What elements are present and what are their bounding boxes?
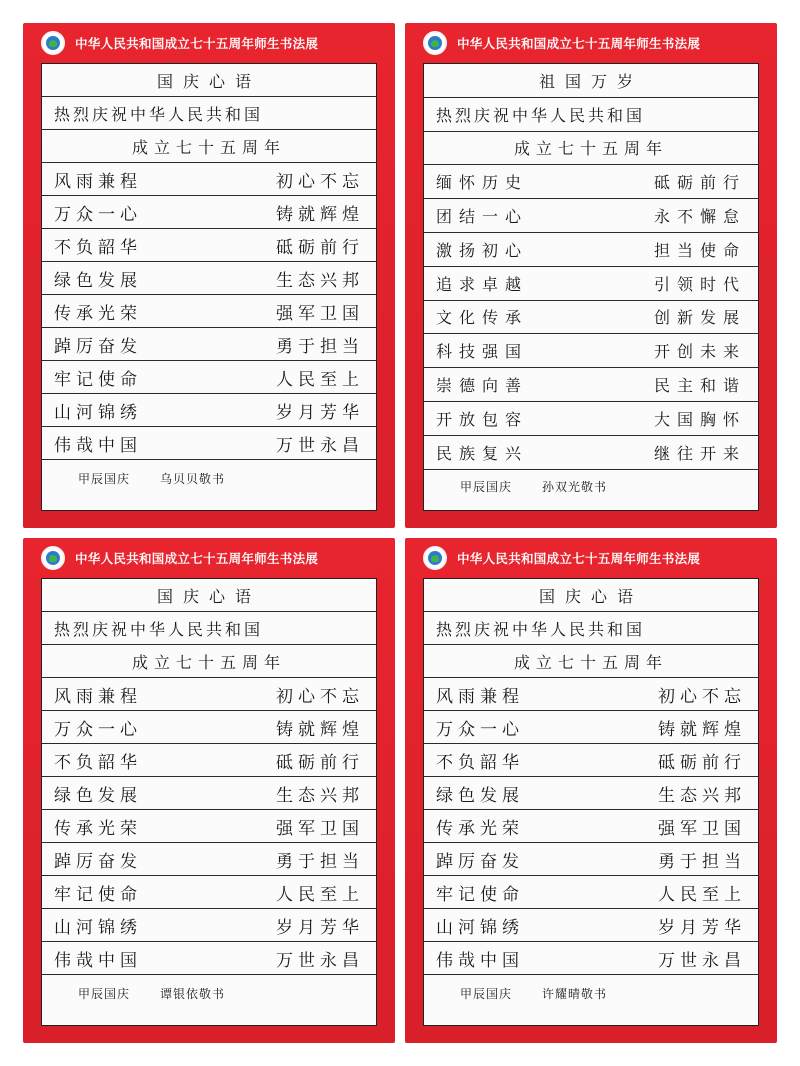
couplet-right: 人民至上 — [658, 884, 746, 905]
couplet-right: 砥砺前行 — [653, 173, 746, 193]
couplet-row — [42, 394, 376, 427]
couplet-row — [42, 744, 376, 777]
couplet-left: 不负韶华 — [436, 752, 524, 773]
couplet-left: 不负韶华 — [54, 752, 142, 773]
couplet-right: 生态兴邦 — [276, 270, 364, 291]
celebration-line: 热烈庆祝中华人民共和国 — [424, 612, 758, 645]
anniversary-line: 成立七十五周年 — [42, 645, 376, 678]
couplet-left: 不负韶华 — [54, 237, 142, 258]
couplet-right: 铸就辉煌 — [276, 204, 364, 225]
couplet-left: 传承光荣 — [54, 303, 142, 324]
couplet-row — [42, 295, 376, 328]
couplet-right: 初心不忘 — [276, 171, 364, 192]
couplet-row — [424, 301, 758, 335]
couplet-right: 大国胸怀 — [653, 409, 746, 429]
couplet-row — [42, 711, 376, 744]
couplet-row — [42, 777, 376, 810]
calligraphy-sheet — [423, 578, 759, 1026]
couplet-right: 创新发展 — [653, 308, 746, 328]
couplet-right: 强军卫国 — [658, 818, 746, 839]
signature-row — [42, 975, 376, 1011]
couplet-right: 生态兴邦 — [276, 785, 364, 806]
couplet-row — [424, 233, 758, 267]
work-title: 国庆心语 — [424, 579, 758, 612]
couplet-left: 文化传承 — [436, 308, 529, 328]
couplet-right: 砥砺前行 — [276, 752, 364, 773]
calligraphy-panel-2 — [405, 23, 777, 528]
couplet-right: 强军卫国 — [276, 303, 364, 324]
signature-date: 甲辰国庆 — [78, 986, 131, 1001]
calligraphy-panel-1 — [23, 23, 395, 528]
signature-name: 许耀晴敬书 — [542, 986, 608, 1001]
couplet-row — [42, 678, 376, 711]
calligraphy-sheet — [41, 578, 377, 1026]
anniversary-line: 成立七十五周年 — [424, 132, 758, 166]
couplet-row — [42, 361, 376, 394]
celebration-line: 热烈庆祝中华人民共和国 — [424, 98, 758, 132]
anniversary-line: 成立七十五周年 — [42, 130, 376, 163]
couplet-row — [424, 711, 758, 744]
couplet-row — [42, 810, 376, 843]
celebration-line: 热烈庆祝中华人民共和国 — [42, 612, 376, 645]
couplet-right: 勇于担当 — [276, 851, 364, 872]
couplet-row — [42, 942, 376, 975]
couplet-left: 风雨兼程 — [436, 686, 524, 707]
couplet-left: 牢记使命 — [54, 369, 142, 390]
signature-row — [424, 470, 758, 504]
couplet-left: 开放包容 — [436, 409, 529, 429]
signature-date: 甲辰国庆 — [460, 479, 513, 494]
couplet-left: 万众一心 — [54, 204, 142, 225]
couplet-left: 伟哉中国 — [54, 950, 142, 971]
couplet-left: 团结一心 — [436, 207, 529, 227]
couplet-row — [424, 436, 758, 470]
couplet-right: 永不懈怠 — [653, 207, 746, 227]
couplet-row — [424, 334, 758, 368]
couplet-right: 砥砺前行 — [658, 752, 746, 773]
couplet-left: 追求卓越 — [436, 274, 529, 294]
couplet-right: 岁月芳华 — [276, 917, 364, 938]
signature-name: 乌贝贝敬书 — [160, 471, 226, 486]
couplet-left: 风雨兼程 — [54, 171, 142, 192]
couplet-right: 引领时代 — [653, 274, 746, 294]
couplet-row — [424, 810, 758, 843]
couplet-left: 民族复兴 — [436, 443, 529, 463]
school-emblem-icon — [423, 31, 447, 55]
couplet-left: 踔厉奋发 — [54, 336, 142, 357]
couplet-left: 科技强国 — [436, 342, 529, 362]
panel-header — [23, 23, 395, 61]
couplet-left: 山河锦绣 — [436, 917, 524, 938]
couplet-right: 民主和谐 — [653, 376, 746, 396]
couplet-right: 开创未来 — [653, 342, 746, 362]
school-emblem-icon — [41, 31, 65, 55]
couplet-right: 万世永昌 — [276, 950, 364, 971]
couplet-left: 踔厉奋发 — [54, 851, 142, 872]
signature-row — [42, 460, 376, 496]
couplet-right: 初心不忘 — [276, 686, 364, 707]
couplet-row — [42, 427, 376, 460]
signature-row — [424, 975, 758, 1011]
couplet-right: 铸就辉煌 — [276, 719, 364, 740]
calligraphy-panel-4 — [405, 538, 777, 1043]
couplet-left: 风雨兼程 — [54, 686, 142, 707]
couplet-right: 强军卫国 — [276, 818, 364, 839]
couplet-right: 岁月芳华 — [658, 917, 746, 938]
couplet-left: 传承光荣 — [54, 818, 142, 839]
couplet-left: 山河锦绣 — [54, 917, 142, 938]
exhibition-title: 中华人民共和国成立七十五周年师生书法展 — [457, 36, 701, 51]
calligraphy-panel-3 — [23, 538, 395, 1043]
couplet-right: 初心不忘 — [658, 686, 746, 707]
couplet-row — [424, 843, 758, 876]
signature-name: 谭银依敬书 — [160, 986, 226, 1001]
couplet-row — [42, 876, 376, 909]
couplet-row — [424, 402, 758, 436]
signature-date: 甲辰国庆 — [78, 471, 131, 486]
couplet-row — [42, 328, 376, 361]
couplet-left: 激扬初心 — [436, 240, 529, 260]
couplet-row — [424, 678, 758, 711]
signature-name: 孙双光敬书 — [542, 479, 608, 494]
couplet-right: 万世永昌 — [276, 435, 364, 456]
couplet-row — [42, 843, 376, 876]
couplet-left: 万众一心 — [54, 719, 142, 740]
couplet-row — [42, 262, 376, 295]
couplet-right: 勇于担当 — [276, 336, 364, 357]
couplet-row — [424, 777, 758, 810]
work-title: 国庆心语 — [42, 579, 376, 612]
couplet-left: 山河锦绣 — [54, 402, 142, 423]
couplet-row — [424, 165, 758, 199]
couplet-row — [424, 909, 758, 942]
couplet-row — [42, 229, 376, 262]
couplet-row — [424, 744, 758, 777]
couplet-left: 牢记使命 — [54, 884, 142, 905]
couplet-left: 绿色发展 — [436, 785, 524, 806]
exhibition-title: 中华人民共和国成立七十五周年师生书法展 — [75, 36, 319, 51]
couplet-left: 牢记使命 — [436, 884, 524, 905]
couplet-row — [42, 163, 376, 196]
couplet-left: 绿色发展 — [54, 270, 142, 291]
celebration-line: 热烈庆祝中华人民共和国 — [42, 97, 376, 130]
couplet-left: 缅怀历史 — [436, 173, 529, 193]
couplet-right: 万世永昌 — [658, 950, 746, 971]
school-emblem-icon — [423, 546, 447, 570]
couplet-row — [424, 942, 758, 975]
signature-date: 甲辰国庆 — [460, 986, 513, 1001]
couplet-right: 人民至上 — [276, 884, 364, 905]
anniversary-line: 成立七十五周年 — [424, 645, 758, 678]
work-title: 祖国万岁 — [424, 64, 758, 98]
couplet-left: 伟哉中国 — [54, 435, 142, 456]
couplet-right: 勇于担当 — [658, 851, 746, 872]
couplet-right: 铸就辉煌 — [658, 719, 746, 740]
calligraphy-sheet — [41, 63, 377, 511]
couplet-right: 生态兴邦 — [658, 785, 746, 806]
couplet-row — [424, 368, 758, 402]
couplet-left: 绿色发展 — [54, 785, 142, 806]
couplet-row — [424, 199, 758, 233]
couplet-right: 砥砺前行 — [276, 237, 364, 258]
exhibition-title: 中华人民共和国成立七十五周年师生书法展 — [457, 551, 701, 566]
couplet-row — [424, 876, 758, 909]
couplet-left: 崇德向善 — [436, 376, 529, 396]
couplet-left: 传承光荣 — [436, 818, 524, 839]
school-emblem-icon — [41, 546, 65, 570]
exhibition-title: 中华人民共和国成立七十五周年师生书法展 — [75, 551, 319, 566]
couplet-row — [424, 267, 758, 301]
couplet-right: 人民至上 — [276, 369, 364, 390]
couplet-row — [42, 909, 376, 942]
couplet-left: 踔厉奋发 — [436, 851, 524, 872]
panel-header — [405, 23, 777, 61]
couplet-left: 伟哉中国 — [436, 950, 524, 971]
panel-header — [23, 538, 395, 576]
calligraphy-sheet — [423, 63, 759, 511]
couplet-left: 万众一心 — [436, 719, 524, 740]
couplet-right: 担当使命 — [653, 240, 746, 260]
couplet-row — [42, 196, 376, 229]
couplet-right: 继往开来 — [653, 443, 746, 463]
couplet-right: 岁月芳华 — [276, 402, 364, 423]
work-title: 国庆心语 — [42, 64, 376, 97]
panel-header — [405, 538, 777, 576]
